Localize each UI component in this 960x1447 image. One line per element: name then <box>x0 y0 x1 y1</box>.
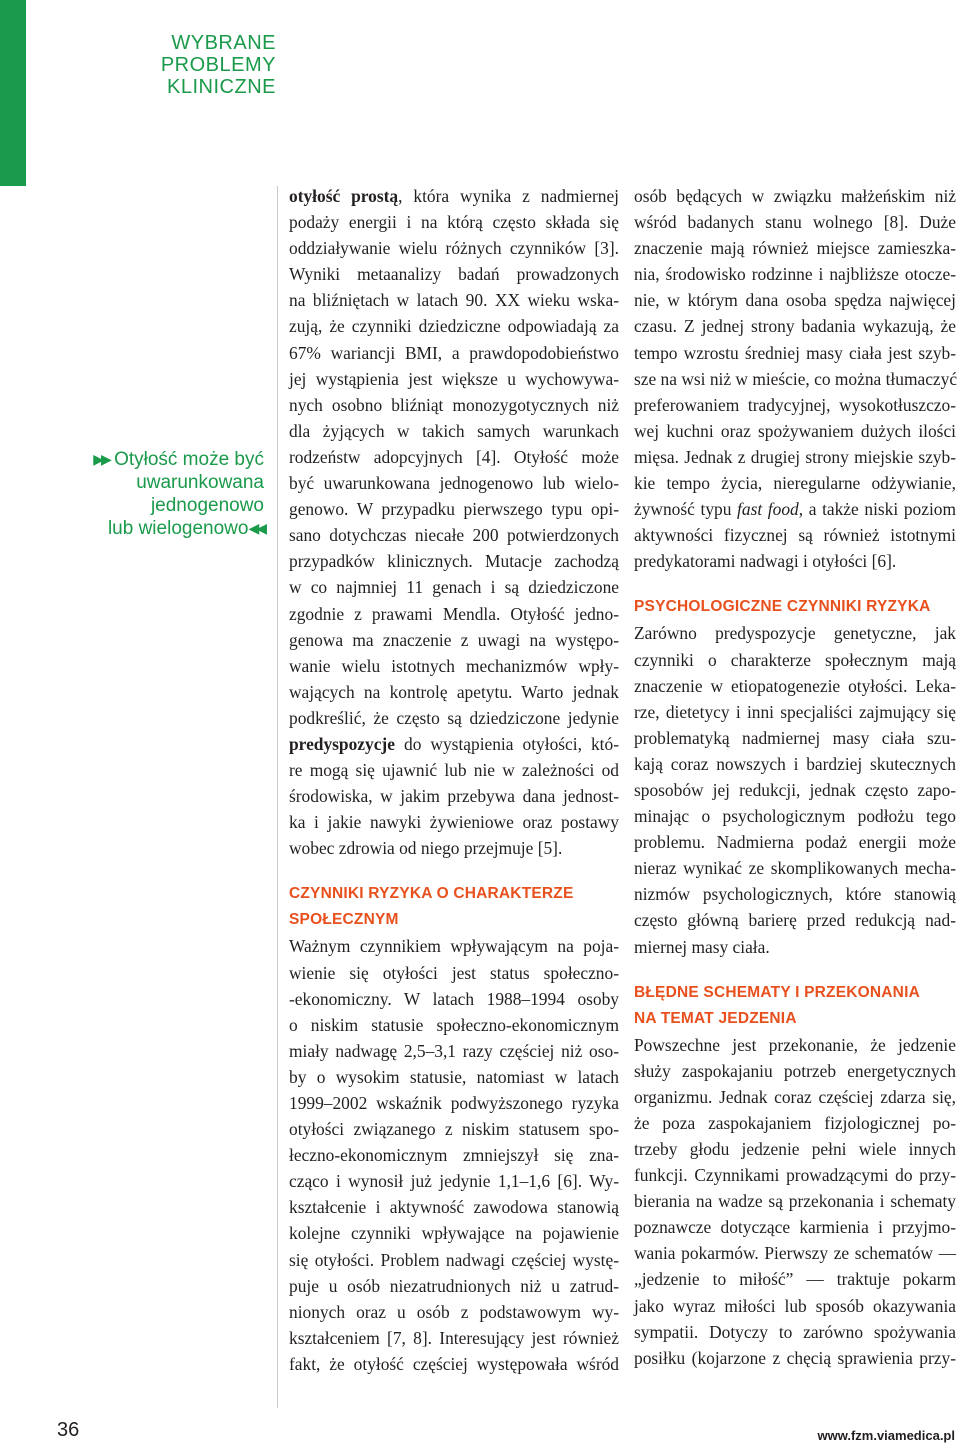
text-line: znaczenie w etiopatogenezie otyłości. Leka- <box>634 675 956 696</box>
website-url: www.fzm.viamedica.pl <box>817 1428 955 1443</box>
text-line: Powszechne jest przekonanie, że jedzenie <box>634 1034 956 1055</box>
text-line: podkreślić, że często są dziedziczone jedynie <box>289 707 619 728</box>
section-heading <box>634 980 956 1032</box>
text-line: czynniki o charakterze społecznym mają <box>634 649 956 670</box>
double-arrow-left-icon: ◀◀ <box>248 520 264 536</box>
text-line: żywność typu fast food, a także niski poziom <box>634 499 956 520</box>
text-line: puje u osób niezatrudnionych niż u zatrud- <box>289 1275 619 1296</box>
text-line: miernej masy ciała. <box>634 936 770 957</box>
text-line: sposobów jej redukcji, jednak często zapo- <box>634 779 956 800</box>
section-label-line: WYBRANE <box>171 32 276 54</box>
paragraph <box>289 933 619 1377</box>
text-line: służy zaspokajaniu potrzeb energetycznych <box>634 1060 956 1081</box>
text-line: Wyniki metaanalizy badań prowadzonych <box>289 264 619 285</box>
section-heading <box>634 594 956 620</box>
section-heading-line: SPOŁECZNYM <box>289 911 399 929</box>
text-line: otyłość prostą, która wynika z nadmiernej <box>289 186 619 206</box>
text-line: nie, w którym dana osoba spędza najwięcej <box>634 290 956 311</box>
page-number: 36 <box>57 1419 80 1441</box>
text-line: mięsa. Jednak z drugiej strony miejskie szyb- <box>634 446 956 467</box>
text-line: sympatii. Dotyczy to zarówno spożywania <box>634 1321 956 1342</box>
text-line: minając o psychologicznym podłożu tego <box>634 806 956 827</box>
pull-quote-line: jednogenowo <box>150 495 264 516</box>
text-line: kają coraz nowszych i bardziej skutecznych <box>634 753 956 774</box>
text-column-right <box>634 183 956 1371</box>
text-line: „jedzenie to miłość” — traktuje pokarm <box>634 1269 956 1290</box>
text-column-left <box>289 183 619 1377</box>
text-line: poznawcze dotyczące karmienia i przyjmo- <box>634 1217 956 1238</box>
text-line: genowa ma znaczenie z uwagi na występo- <box>289 629 619 650</box>
section-heading-line: BŁĘDNE SCHEMATY I PRZEKONANIA <box>634 983 920 1001</box>
text-line: zują, że czynniki dziedziczne odpowiadają za <box>289 316 619 337</box>
pull-quote-line: lub wielogenowo <box>107 518 249 539</box>
text-line: rze, dietetycy i inni specjaliści zajmujący się <box>634 701 956 722</box>
column-divider <box>277 186 278 1408</box>
text-line: organizmu. Jednak coraz częściej zdarza się, <box>634 1086 956 1107</box>
text-line: wobec zdrowia od niego przejmuje [5]. <box>289 838 563 859</box>
text-line: że poza zaspokajaniem fizjologicznej po- <box>634 1112 956 1133</box>
text-line: osób będących w związku małżeńskim niż <box>634 186 956 206</box>
text-line: wających na kontrolę apetytu. Warto jednak <box>289 681 619 702</box>
text-line: tempo wzrostu średniej masy ciała jest szyb- <box>634 342 956 363</box>
text-line: predyspozycje do wystąpienia otyłości, któ- <box>289 733 619 754</box>
text-line: problematyką nadmiernej masy ciała szu- <box>634 727 956 748</box>
text-line: nionych oraz u osób z podstawowym wy- <box>289 1301 619 1322</box>
text-line: jej wystąpienia jest większe u wychowywa- <box>289 368 619 389</box>
text-line: trzeby głodu jedzenie pełni wiele innych <box>634 1139 956 1159</box>
section-heading-line: PSYCHOLOGICZNE CZYNNIKI RYZYKA <box>634 598 931 616</box>
text-line: sano dotychczas niecałe 200 potwierdzonych <box>289 525 619 546</box>
paragraph <box>634 183 956 574</box>
paragraph <box>289 183 619 861</box>
text-line: przypadków klinicznych. Mutacje zachodzą <box>289 551 619 572</box>
text-line: bierania na wadze są przekonania i schematy <box>634 1191 956 1212</box>
text-line: genowo. W przypadku pierwszego typu opi- <box>289 499 619 520</box>
text-line: cząco i wynosił już jedynie 1,1–1,6 [6]. Wy- <box>289 1171 619 1192</box>
paragraph <box>634 620 956 959</box>
section-label-line: KLINICZNE <box>167 76 276 98</box>
text-line: nych osobno bliźniąt monozygotycznych niż <box>289 394 619 415</box>
text-line: środowiska, w jakim przebywa dana jednost- <box>289 786 619 807</box>
text-line: kie tempo życia, nieregularne odżywianie, <box>634 473 956 494</box>
text-line: fakt, że otyłość częściej występowała wśród <box>289 1353 619 1374</box>
text-line: aktywności fizycznej są również istotnymi <box>634 525 956 546</box>
text-line: zgodnie z prawami Mendla. Otyłość jedno- <box>289 603 619 624</box>
text-line: nia, środowisko rodzinne i najbliższe otocze- <box>634 264 956 285</box>
section-heading-line: NA TEMAT JEDZENIA <box>634 1009 797 1027</box>
text-line: ka i jakie nawyki żywieniowe oraz postawy <box>289 812 619 833</box>
pull-quote <box>90 448 264 540</box>
pull-quote-line: Otyłość może być <box>114 449 264 470</box>
section-color-bar <box>0 0 26 186</box>
text-line: wanie wielu istotnych mechanizmów wpły- <box>289 655 619 676</box>
text-line: problemu. Nadmierna podaż energii może <box>634 832 956 853</box>
text-line: nizmów psychologicznych, które stanowią <box>634 884 956 905</box>
section-label-line: PROBLEMY <box>160 54 276 76</box>
text-line: być uwarunkowana jednogenowo lub wielo- <box>289 473 619 494</box>
text-line: 67% wariancji BMI, a prawdopodobieństwo <box>289 342 619 363</box>
text-line: funkcji. Czynnikami prowadzącymi do przy- <box>634 1165 956 1186</box>
text-line: dla żyjących w takich samych warunkach <box>289 420 619 441</box>
text-line: o niskim statusie społeczno-ekonomicznym <box>289 1014 619 1035</box>
text-line: by o wysokim statusie, natomiast w latach <box>289 1066 619 1087</box>
text-line: rodzeństw adopcyjnych [4]. Otyłość może <box>289 446 619 467</box>
text-line: preferowaniem tradycyjnej, wysokotłuszczo- <box>634 394 956 415</box>
text-line: kolejne czynniki wpływające na pojawienie <box>289 1223 619 1244</box>
text-line: w co najmniej 11 genach i są dziedziczone <box>289 577 619 598</box>
text-line: wśród badanych stanu wolnego [8]. Duże <box>634 212 956 233</box>
text-line: kształceniem [7, 8]. Interesujący jest również <box>289 1327 619 1348</box>
section-heading <box>289 881 619 933</box>
text-line: często główną barierę przed redukcją nad- <box>634 910 956 931</box>
paragraph <box>634 1032 956 1371</box>
double-arrow-right-icon: ▶▶ <box>93 451 109 467</box>
text-line: podaży energii i na którą często składa się <box>289 212 619 233</box>
text-line: czasu. Z jednej strony badania wykazują, że <box>634 316 956 337</box>
text-line: Ważnym czynnikiem wpływającym na poja- <box>289 936 619 957</box>
text-line: otyłości związanego z niskim statusem spo- <box>289 1119 619 1140</box>
text-line: predykatorami nadwagi i otyłości [6]. <box>634 551 897 572</box>
text-line: sze na wsi niż w mieście, co można tłumaczyć <box>634 368 958 389</box>
text-line: Zarówno predyspozycje genetyczne, jak <box>634 623 956 644</box>
text-line: oddziaływanie wielu różnych czynników [3]. <box>289 238 619 259</box>
text-line: na bliźniętach w latach 90. XX wieku wska- <box>289 290 619 311</box>
text-line: wania pokarmów. Pierwszy ze schematów — <box>634 1243 956 1264</box>
pull-quote-line: uwarunkowana <box>136 472 264 493</box>
text-line: nieraz wynikać ze skomplikowanych mecha- <box>634 858 956 879</box>
text-line: posiłku (kojarzone z chęcią sprawienia przy- <box>634 1347 956 1368</box>
section-label <box>120 32 276 98</box>
text-line: kształcenie i aktywność zawodowa stanowią <box>289 1197 619 1218</box>
text-line: wienie się otyłości jest status społeczno- <box>289 962 619 983</box>
text-line: 1999–2002 wskaźnik podwyższonego ryzyka <box>289 1093 619 1113</box>
text-line: się otyłości. Problem nadwagi częściej wystę- <box>289 1249 619 1270</box>
text-line: miały nadwagę 2,5–3,1 razy częściej niż oso- <box>289 1040 619 1061</box>
section-heading-line: CZYNNIKI RYZYKA O CHARAKTERZE <box>289 885 574 903</box>
text-line: łeczno-ekonomicznym zmniejszył się zna- <box>289 1145 619 1166</box>
text-line: wej kuchni oraz spożywaniem dużych ilości <box>634 420 956 441</box>
text-line: re mogą się ujawnić lub nie w zależności od <box>289 760 619 781</box>
text-line: -ekonomiczny. W latach 1988–1994 osoby <box>289 988 619 1009</box>
text-line: jako wyraz miłości lub sposób okazywania <box>634 1295 956 1316</box>
text-line: znaczenie mają również miejsce zamieszka- <box>634 238 956 259</box>
